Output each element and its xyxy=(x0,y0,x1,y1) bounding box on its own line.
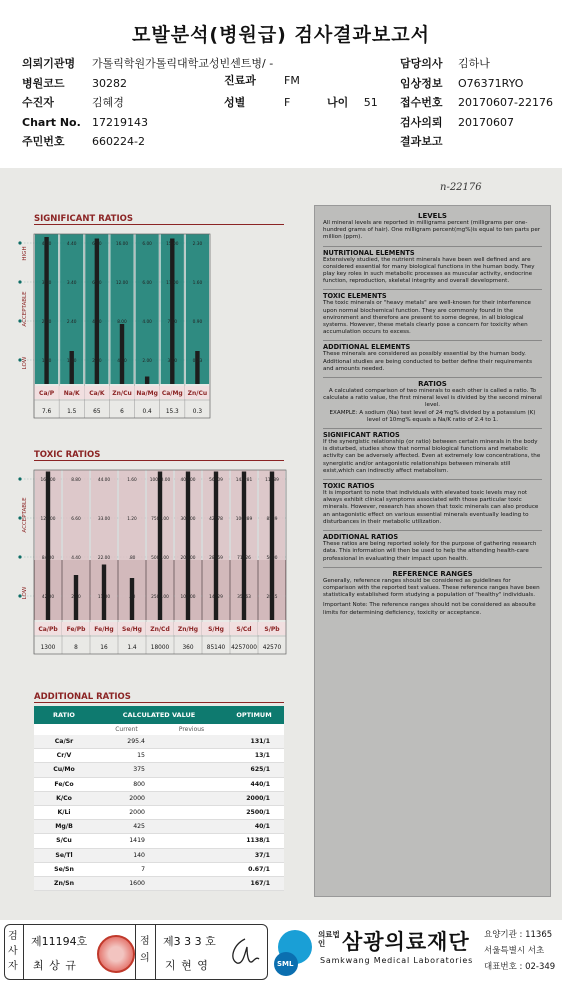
field-value: 17219143 xyxy=(92,115,148,129)
category-label: S/Cd xyxy=(236,626,252,633)
cell-ratio: S/Cu xyxy=(56,837,72,845)
hdrLeft-row xyxy=(22,96,222,116)
toxic-ratios-info-title: TOXIC RATIOS xyxy=(323,482,375,491)
tick-label: 1.40 xyxy=(66,359,77,364)
tick-label: 8539 xyxy=(266,517,278,522)
bar-fe-hg xyxy=(102,565,106,621)
field-label: 주민번호 xyxy=(22,135,65,148)
field-label: 결과보고 xyxy=(400,135,443,148)
data-value-label: 15.3 xyxy=(165,409,179,415)
age-field xyxy=(327,96,378,110)
field-label: 접수번호 xyxy=(400,96,443,109)
tick-label: 300.00 xyxy=(180,517,196,522)
category-label: Ca/K xyxy=(89,390,105,397)
additional-ratios-info-title: ADDITIONAL RATIOS xyxy=(323,533,399,542)
tick-label: 168.00 xyxy=(40,478,56,483)
field-label: 의뢰기관명 xyxy=(22,57,76,70)
org-info-2: 서울특별시 서초 xyxy=(484,946,545,956)
tick-label: 42.00 xyxy=(41,595,55,600)
cell-ratio: Cu/Mo xyxy=(53,766,75,774)
hdrRight-row xyxy=(400,96,562,116)
category-label: Na/K xyxy=(63,390,80,397)
org-info-3: 대표번호 : 02-349 xyxy=(484,962,556,972)
table-row xyxy=(34,834,284,848)
synergistic-title: SIGNIFICANT RATIOS xyxy=(323,431,400,440)
data-value-label: 1.5 xyxy=(67,409,77,415)
additional-ratios-table xyxy=(34,706,284,891)
reference-dot xyxy=(18,358,21,361)
inspector-label: 검사자 xyxy=(8,931,18,972)
data-value-label: 360 xyxy=(182,645,194,651)
table-row xyxy=(34,877,284,891)
data-value-label: 42570 xyxy=(262,645,282,651)
cell-ratio: Mg/B xyxy=(55,823,73,831)
cell-current: 140 xyxy=(133,851,145,859)
ratios-text: A calculated comparison of two minerals to each other is called a ratio. To calculate a ratio value, the first mineral level is divided by the second mineral level. xyxy=(323,388,542,409)
tick-label: 2.40 xyxy=(66,320,77,325)
bar-zn-cu xyxy=(120,324,124,384)
bar-zn-cu xyxy=(195,351,199,384)
cell-current: 1600 xyxy=(129,879,145,887)
tick-label: 56909 xyxy=(209,478,223,483)
logo-text: SML xyxy=(277,960,294,968)
field-value: O76371RYO xyxy=(458,76,524,90)
category-label: Zn/Hg xyxy=(177,626,199,633)
additional-subheader xyxy=(34,724,284,735)
cell-current: 1419 xyxy=(129,837,145,845)
tick-label: 106889 xyxy=(235,517,253,522)
tick-label: 7500.00 xyxy=(151,517,169,522)
levels-text: All mineral levels are reported in milligrams percent (milligrams per one-hundred grams of hair). One milligram percent(mg%)is equal to ten parts per million (ppm). xyxy=(323,220,541,241)
tick-label: 4.00 xyxy=(41,242,52,247)
tick-label: 6.20 xyxy=(92,281,102,286)
field-label: Chart No. xyxy=(22,115,81,129)
additional-ratios-info-text: These ratios are being reported solely for the purpose of gathering research data. This information will then be used to help the attending health-care professional in evaluating their impact upon health. xyxy=(323,541,537,562)
cell-ratio: Zn/Sn xyxy=(53,879,74,887)
org-name: 삼광의료재단 xyxy=(342,930,470,954)
zone-label: ACCEPTABLE xyxy=(22,291,28,327)
toxic-ratios-info-text: It is important to note that individuals with elevated toxic levels may not always exhibit clinical symptoms associated with those particular toxic minerals. However, research has shown that toxic minerals can also produce an antagonistic effect on various essential minerals eventually leading to disturbances in their metabolic utilization. xyxy=(323,490,539,525)
tick-label: 3.00 xyxy=(41,281,52,286)
field-label: 임상정보 xyxy=(400,76,443,90)
cell-current: 2000 xyxy=(129,809,145,817)
category-label: S/Hg xyxy=(208,626,224,633)
data-value-label: 18000 xyxy=(150,645,170,651)
tick-label: 6.00 xyxy=(142,281,152,286)
cell-ratio: Se/Sn xyxy=(54,865,74,873)
signature-box xyxy=(4,924,268,980)
tick-label: 2.30 xyxy=(192,242,203,247)
cell-current: 7 xyxy=(141,865,145,873)
tick-label: 2.60 xyxy=(41,320,52,325)
tick-label: 4.00 xyxy=(117,359,127,364)
field-label: 수진자 xyxy=(22,96,54,109)
tick-label: 1.60 xyxy=(127,478,137,483)
footer xyxy=(0,920,562,988)
tick-label: 71126 xyxy=(237,556,251,561)
cell-current: 800 xyxy=(133,780,145,788)
tick-label: 35563 xyxy=(237,595,251,600)
table-row xyxy=(34,792,284,806)
tick-label: 6.00 xyxy=(142,242,152,247)
org-english-name: Samkwang Medical Laboratories xyxy=(320,956,474,965)
data-value-label: 0.4 xyxy=(142,409,152,415)
age-label: 나이 xyxy=(327,96,349,109)
cell-optimum: 625/1 xyxy=(250,766,270,774)
header-middle xyxy=(224,74,344,118)
data-value-label: 65 xyxy=(93,409,101,415)
bar-na-mg xyxy=(145,377,149,385)
category-label: S/Pb xyxy=(264,626,280,633)
cell-ratio: K/Li xyxy=(57,809,71,817)
table-row xyxy=(34,778,284,792)
reference-ranges-text: Generally, reference ranges should be considered as guidelines for comparison with the reported test values. These reference ranges have been statistically established form studying a population of "healthy" individuals. xyxy=(323,577,540,599)
reference-dot xyxy=(18,555,21,558)
handwritten-note: n-22176 xyxy=(440,182,482,193)
data-value-label: 8 xyxy=(74,645,78,651)
nutritional-title: NUTRITIONAL ELEMENTS xyxy=(323,248,415,257)
cell-current: 375 xyxy=(133,766,145,774)
subheader-current: Current xyxy=(115,726,138,733)
cell-ratio: Se/Tl xyxy=(55,851,73,859)
reference-ranges-title: REFERENCE RANGES xyxy=(392,569,473,578)
age-value: 51 xyxy=(363,96,378,109)
table-row xyxy=(34,763,284,777)
table-row xyxy=(34,749,284,763)
tick-label: 11389 xyxy=(265,478,279,483)
table-row xyxy=(34,820,284,834)
tick-label: 8.00 xyxy=(117,320,127,325)
hdrRight-row xyxy=(400,77,562,97)
cell-optimum: 1138/1 xyxy=(246,837,270,845)
tick-label: 4.20 xyxy=(92,320,102,325)
field-value: 20170607-22176 xyxy=(458,96,553,109)
tick-label: 400.00 xyxy=(180,478,196,483)
cell-optimum: 167/1 xyxy=(250,879,270,887)
hdrMid-row xyxy=(224,96,344,118)
field-label: 진료과 xyxy=(224,74,256,87)
ratios-example: EXAMPLE: A sodium (Na) test level of 24 mg% divided by a potassium (K) level of 10mg% equals a Na/K ratio of 2.4 to 1. xyxy=(329,409,536,423)
field-value: FM xyxy=(284,74,300,87)
tick-label: 2.00 xyxy=(142,359,152,364)
zone-label: LOW xyxy=(22,356,28,370)
tick-label: 11.00 xyxy=(166,281,179,286)
cell-optimum: 2500/1 xyxy=(246,809,270,817)
tick-label: 1.20 xyxy=(127,517,137,522)
org-info-1: 요양기관 : 11365 xyxy=(484,930,553,940)
data-value-label: 1300 xyxy=(40,645,56,651)
category-label: Ca/Mg xyxy=(161,390,183,397)
cell-ratio: K/Co xyxy=(56,794,72,802)
zone-label: HIGH xyxy=(22,246,28,261)
reference-dot xyxy=(18,319,21,322)
tick-label: 2.20 xyxy=(92,359,102,364)
field-value: 가톨릭학원가톨릭대학교성빈센트병/ - xyxy=(92,57,274,70)
levels-title: LEVELS xyxy=(418,212,447,220)
sml-logo-icon xyxy=(272,928,316,976)
reference-dot xyxy=(18,516,21,519)
field-value: 김혜경 xyxy=(92,96,124,109)
field-value: 30282 xyxy=(92,76,127,90)
cell-optimum: 40/1 xyxy=(254,823,270,831)
tick-label: 3.40 xyxy=(66,281,77,286)
cell-optimum: 440/1 xyxy=(250,780,270,788)
cell-ratio: Fe/Co xyxy=(54,780,74,788)
tick-label: 42678 xyxy=(209,517,223,522)
reference-dot xyxy=(18,280,21,283)
field-label: 성별 xyxy=(224,96,246,109)
toxic-elements-title: TOXIC ELEMENTS xyxy=(323,292,387,301)
toxic-ratios-chart xyxy=(0,462,300,667)
category-label: Zn/Cu xyxy=(112,390,132,397)
zone-label: LOW xyxy=(22,586,28,600)
header-right xyxy=(400,57,562,155)
data-value-label: 16 xyxy=(100,645,108,651)
additional-table-body xyxy=(34,735,284,891)
field-label: 담당의사 xyxy=(400,57,443,70)
toxic-elements-text: The toxic minerals or "heavy metals" are well-known for their interference upon normal biochemical function. They are commonly found in the environment and therefore are present to some degree, in all biological systems. However, these metals clearly pose a concern for toxicity when accumulation occurs to excess. xyxy=(323,300,532,336)
tick-label: 1.60 xyxy=(192,281,203,286)
table-row xyxy=(34,863,284,877)
reviewer-license: 제3 3 3 호 xyxy=(163,935,216,948)
tick-label: 2845 xyxy=(266,595,278,600)
hdrLeft-row xyxy=(22,77,222,97)
zone-label: ACCEPTABLE xyxy=(22,497,28,533)
hdrRight-row xyxy=(400,135,562,155)
category-label: Fe/Hg xyxy=(94,626,114,633)
data-value-label: 1.4 xyxy=(127,645,137,651)
additional-elements-title: ADDITIONAL ELEMENTS xyxy=(323,343,411,352)
reference-dot xyxy=(18,594,21,597)
tick-label: 15.00 xyxy=(166,242,179,247)
org-prefix: 의료법인 xyxy=(318,930,340,948)
cell-current: 2000 xyxy=(129,794,145,802)
subheader-previous: Previous xyxy=(178,726,205,733)
tick-label: 12.00 xyxy=(115,281,129,286)
toxic-ratios-title: TOXIC RATIOS xyxy=(34,450,284,461)
header-optimum: OPTIMUM xyxy=(236,711,272,719)
tick-label: 16.00 xyxy=(115,242,129,247)
field-label: 병원코드 xyxy=(22,76,65,90)
inspector-license: 제11194호 xyxy=(31,935,88,948)
field-value: 20170607 xyxy=(458,115,514,129)
data-value-label: 85140 xyxy=(206,645,226,651)
tick-label: 22.00 xyxy=(97,556,111,561)
tick-label: 4.40 xyxy=(71,556,81,561)
reference-dot xyxy=(18,477,21,480)
tick-label: 33.00 xyxy=(97,517,111,522)
tick-label: 3.00 xyxy=(167,359,178,364)
cell-ratio: Cr/V xyxy=(56,752,72,760)
significant-ratios-title: SIGNIFICANT RATIOS xyxy=(34,214,284,225)
category-label: Se/Hg xyxy=(122,626,142,633)
additional-ratios-title: ADDITIONAL RATIOS xyxy=(34,692,284,703)
cell-optimum: 2000/1 xyxy=(246,794,270,802)
field-value: F xyxy=(284,96,291,109)
hdrLeft-row xyxy=(22,135,222,155)
field-label: 검사의뢰 xyxy=(400,115,443,129)
tick-label: 8.80 xyxy=(71,478,81,483)
additional-elements-text: These minerals are considered as possibly essential by the human body. Additional studies are being conducted to better define their requirements and amounts needed. xyxy=(323,351,532,372)
significant-ratios-chart xyxy=(0,226,300,426)
cell-current: 425 xyxy=(133,823,145,831)
tick-label: 7.00 xyxy=(167,320,178,325)
bar-na-k xyxy=(70,351,74,384)
hdrRight-row xyxy=(400,116,562,136)
inspector-seal-icon xyxy=(97,935,135,973)
hdrLeft-row xyxy=(22,116,222,136)
cell-optimum: 13/1 xyxy=(254,752,270,760)
tick-label: 10000.00 xyxy=(149,478,171,483)
category-label: Na/Mg xyxy=(136,390,158,397)
cell-optimum: 131/1 xyxy=(250,738,270,746)
ratios-title: RATIOS xyxy=(418,380,447,389)
cell-ratio: Ca/Sr xyxy=(54,738,74,746)
hdrMid-row xyxy=(224,74,344,96)
data-value-label: 4257000 xyxy=(231,645,257,651)
hdrRight-row xyxy=(400,57,562,77)
cell-optimum: 0.67/1 xyxy=(248,865,270,873)
cell-optimum: 37/1 xyxy=(254,851,270,859)
info-panel xyxy=(314,205,551,897)
tick-label: 14229 xyxy=(209,595,223,600)
tick-label: 2.20 xyxy=(71,595,81,600)
tick-label: 2500.00 xyxy=(151,595,169,600)
report-title: 모발분석(병원급) 검사결과보고서 xyxy=(132,24,430,46)
category-label: Zn/Cu xyxy=(187,390,208,397)
category-label: Fe/Pb xyxy=(66,626,86,633)
table-row xyxy=(34,735,284,749)
tick-label: 44.00 xyxy=(97,478,111,483)
tick-label: 0.23 xyxy=(192,359,203,364)
tick-label: 142281 xyxy=(235,478,253,483)
header-calculated: CALCULATED VALUE xyxy=(122,711,196,719)
data-value-label: 0.3 xyxy=(192,409,203,415)
reviewer-signature-icon xyxy=(225,935,261,969)
cell-current: 295.4 xyxy=(127,738,145,746)
tick-label: 126.00 xyxy=(40,517,56,522)
cell-current: 15 xyxy=(137,752,145,760)
tick-label: .40 xyxy=(128,595,136,600)
reference-dot xyxy=(18,241,21,244)
important-note: Important Note: The reference ranges should not be considered as absoulte limits for determining deficiency, toxicity or acceptance. xyxy=(323,602,536,616)
inspector-name: 최 상 규 xyxy=(33,959,77,972)
category-label: Ca/P xyxy=(39,390,55,397)
category-label: Ca/Pb xyxy=(38,626,58,633)
tick-label: 200.00 xyxy=(180,556,196,561)
additional-table-header xyxy=(34,706,284,724)
reviewer-label: 점의 xyxy=(140,936,150,964)
table-row xyxy=(34,849,284,863)
tick-label: 6.60 xyxy=(71,517,81,522)
category-label: Zn/Cd xyxy=(150,626,170,633)
hdrLeft-row xyxy=(22,57,274,77)
field-value: 김하나 xyxy=(458,57,490,70)
tick-label: 4.40 xyxy=(66,242,77,247)
nutritional-text: Extensively studied, the nutrient minerals have been well defined and are considered essential for many biological functions in the human body. They play key roles in such metabolic processes as muscular activity, endocrine function, reproduction, skeletal integrity and overall development. xyxy=(323,256,535,285)
tick-label: 4.00 xyxy=(142,320,152,325)
data-value-label: 7.6 xyxy=(41,409,52,415)
tick-label: 6.20 xyxy=(92,242,102,247)
tick-label: 5000.00 xyxy=(151,556,169,561)
reviewer-name: 지 현 영 xyxy=(165,959,209,972)
tick-label: 0.90 xyxy=(192,320,203,325)
field-value: 660224-2 xyxy=(92,135,145,148)
tick-label: .80 xyxy=(128,556,136,561)
synergistic-text: If the synergistic relationship (or ratio) between certain minerals in the body is disturbed, studies show that normal biological functions and metabolic activity can be adversely affected. Even at extremely low concentrations, the synergistic and/or antagonistic relationships between minerals still exist,which can indirectly affect metabolism. xyxy=(323,439,541,474)
tick-label: 11.00 xyxy=(97,595,111,600)
tick-label: 5690 xyxy=(266,556,278,561)
data-value-label: 6 xyxy=(120,409,124,415)
header-ratio: RATIO xyxy=(53,711,75,719)
tick-label: 28459 xyxy=(209,556,223,561)
table-row xyxy=(34,806,284,820)
tick-label: 100.00 xyxy=(180,595,196,600)
tick-label: 1.50 xyxy=(41,359,52,364)
tick-label: 84.00 xyxy=(41,556,55,561)
